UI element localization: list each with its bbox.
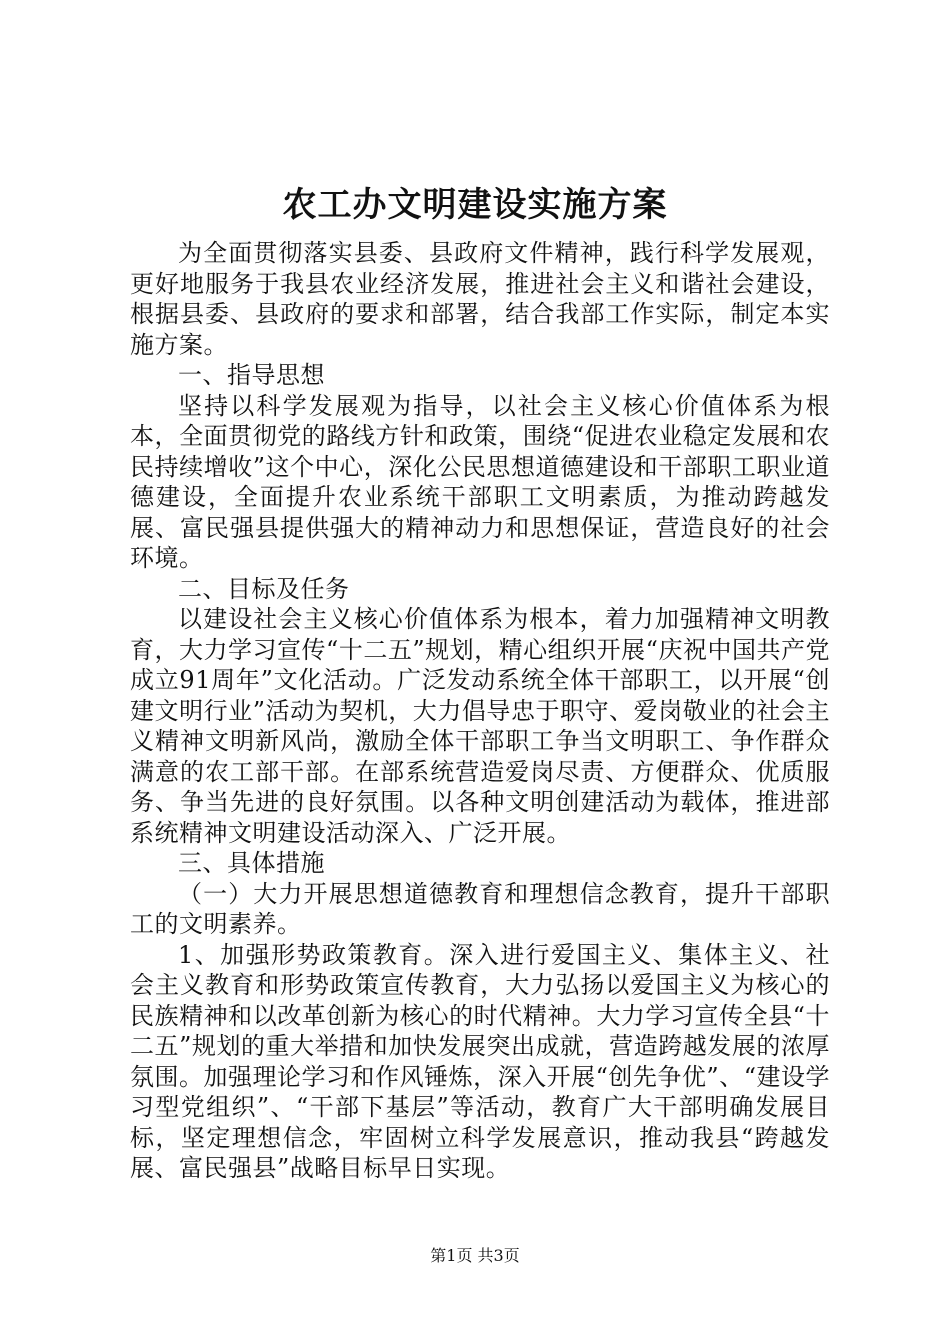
intro-paragraph: 为全面贯彻落实县委、县政府文件精神，践行科学发展观，更好地服务于我县农业经济发展，推进社会主义和谐社会建设，根据县委、县政府的要求和部署，结合我部工作实际，制定本实施方案。 [130,239,830,359]
measure-item-1-paragraph: 1、加强形势政策教育。深入进行爱国主义、集体主义、社会主义教育和形势政策宣传教育，大力弘扬以爱国主义为核心的民族精神和以改革创新为核心的时代精神。大力学习宣传全县“十二五”规划的重大举措和加快发展突出成就，营造跨越发展的浓厚氛围。加强理论学习和作风锤炼，深入开展“创先争优”、“建设学习型党组织”、“干部下基层”等活动，教育广大干部明确发展目标，坚定理想信念，牢固树立科学发展意识，推动我县“跨越发展、富民强县”战略目标早日实现。 [130,940,830,1182]
document-title: 农工办文明建设实施方案 [282,185,668,225]
section-heading-measures: 三、具体措施 [178,849,325,877]
goals-tasks-paragraph: 以建设社会主义核心价值体系为根本，着力加强精神文明教育，大力学习宣传“十二五”规划，精心组织开展“庆祝中国共产党成立91周年”文化活动。广泛发动系统全体干部职工，以开展“创建文明行业”活动为契机，大力倡导忠于职守、爱岗敬业的社会主义精神文明新风尚，激励全体干部职工争当文明职工、争作群众满意的农工部干部。在部系统营造爱岗尽责、方便群众、优质服务、争当先进的良好氛围。以各种文明创建活动为载体，推进部系统精神文明建设活动深入、广泛开展。 [130,605,830,847]
measure-subheading-1: （一）大力开展思想道德教育和理想信念教育，提升干部职工的文明素养。 [130,879,830,938]
page-number-footer: 第1页 共3页 [430,1246,520,1265]
guiding-ideology-paragraph: 坚持以科学发展观为指导，以社会主义核心价值体系为根本，全面贯彻党的路线方针和政策，围绕“促进农业稳定发展和农民持续增收”这个中心，深化公民思想道德建设和干部职工职业道德建设，全面提升农业系统干部职工文明素质，为推动跨越发展、富民强县提供强大的精神动力和思想保证，营造良好的社会环境。 [130,391,830,572]
section-heading-guiding-ideology: 一、指导思想 [178,361,325,389]
document-body [130,238,830,1184]
section-heading-goals-tasks: 二、目标及任务 [178,574,350,603]
